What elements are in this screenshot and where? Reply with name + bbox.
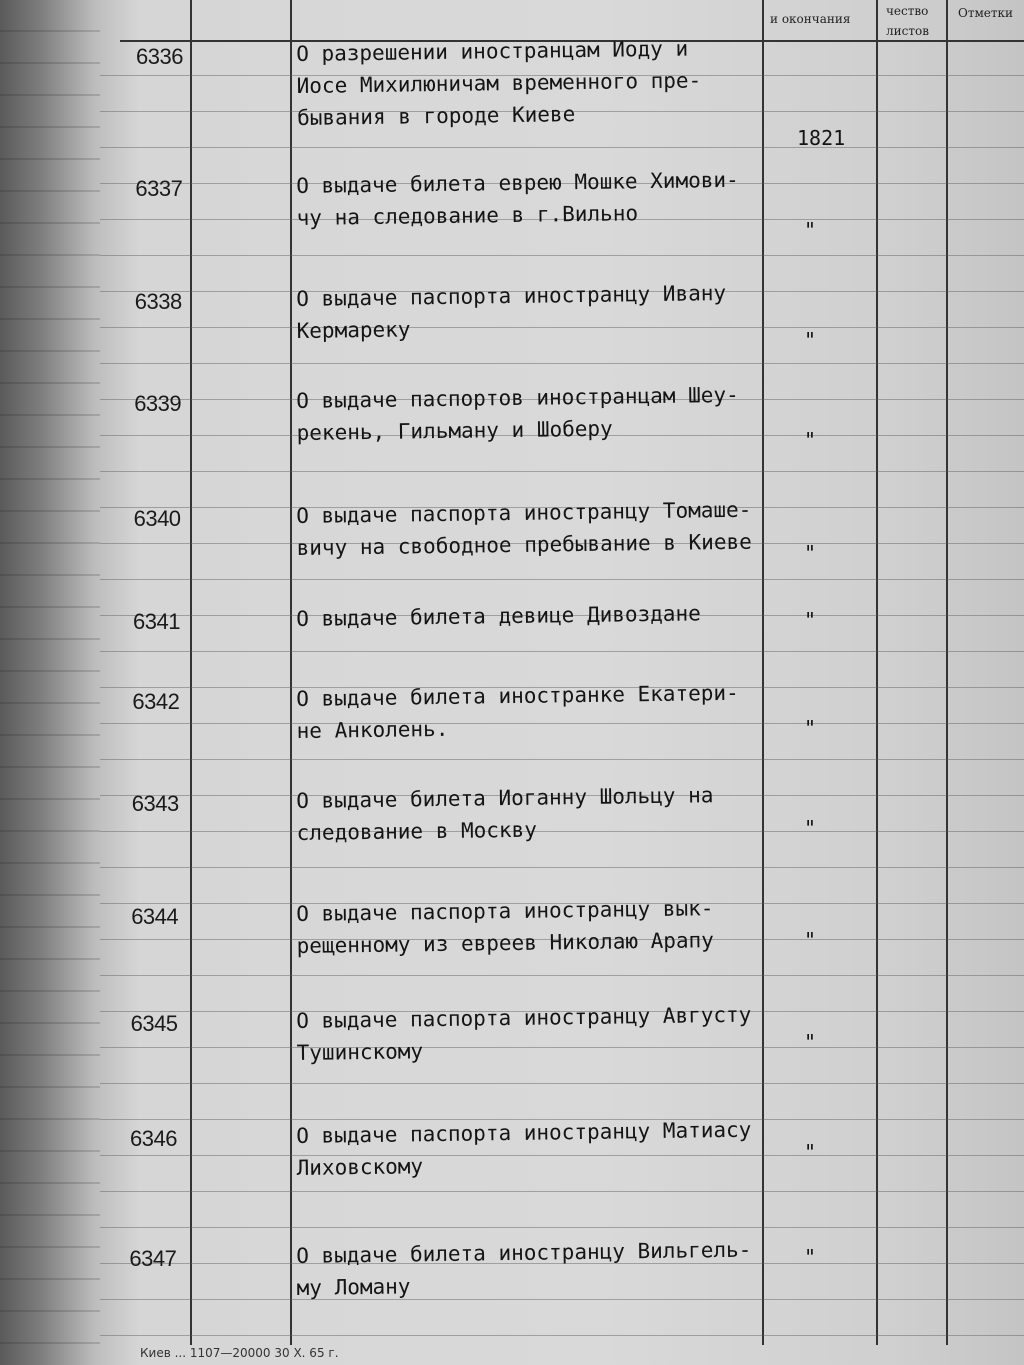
ruled-line	[100, 651, 1024, 652]
description-line: рещенному из евреев Николаю Арапу	[296, 928, 715, 958]
ruled-line	[100, 1335, 1024, 1336]
ruled-line	[100, 1083, 1024, 1084]
header-notes: Отметки	[958, 6, 1014, 20]
ditto-mark: "	[804, 608, 817, 632]
ruled-line	[100, 363, 1024, 364]
ruled-line	[100, 579, 1024, 580]
entry-description	[296, 1234, 752, 1304]
description-line: рекень, Гильману и Шоберу	[296, 416, 613, 445]
description-line: бывания в городе Киеве	[296, 102, 576, 130]
entry-number: 6341	[133, 609, 180, 634]
description-line: О выдаче паспортов иностранцам Шеу-	[296, 382, 739, 413]
entry-description	[296, 999, 752, 1069]
description-line: О выдаче паспорта иностранцу Матиасу	[296, 1117, 752, 1148]
entry-description	[296, 32, 702, 134]
ditto-mark: "	[804, 1140, 817, 1164]
description-line: вичу на свободное пребывание в Киеве	[296, 529, 752, 560]
ditto-mark: "	[804, 928, 817, 952]
entry-number: 6338	[134, 289, 182, 314]
description-line: О выдаче билета еврею Мошке Химови-	[296, 167, 739, 198]
ditto-mark: "	[804, 816, 817, 840]
ruled-line	[100, 471, 1024, 472]
description-line: О выдаче паспорта иностранцу Августу	[296, 1002, 752, 1033]
entry-description	[296, 677, 739, 747]
description-line: не Анколень.	[296, 716, 449, 743]
entry-number: 6337	[135, 176, 183, 201]
entry-description	[296, 779, 714, 849]
ruled-line	[100, 975, 1024, 976]
ditto-mark: "	[804, 716, 817, 740]
col-divider-5	[946, 0, 948, 1345]
header-dates: и окончания	[770, 12, 851, 26]
entry-number: 6346	[130, 1126, 177, 1151]
entry-number: 6336	[136, 44, 183, 69]
description-line: следование в Москву	[296, 817, 538, 845]
ruled-line	[100, 759, 1024, 760]
description-line: чу на следование в г.Вильно	[296, 201, 639, 230]
description-line: О выдаче билета девице Дивоздане	[296, 601, 701, 631]
ditto-mark: "	[804, 1245, 817, 1269]
entry-description	[296, 164, 739, 234]
entry-description	[296, 494, 752, 564]
entry-year: 1821	[797, 126, 846, 150]
ruled-line	[100, 255, 1024, 256]
description-line: му Ломану	[296, 1274, 411, 1300]
ruled-line	[100, 1227, 1024, 1228]
description-line: О выдаче паспорта иностранцу Ивану	[296, 280, 727, 311]
entry-number: 6340	[133, 506, 181, 531]
entry-description	[296, 1114, 752, 1184]
binding-edge	[0, 0, 100, 1365]
entry-number: 6339	[134, 391, 182, 416]
entry-description	[296, 379, 739, 449]
col-divider-4	[876, 0, 878, 1345]
ruled-line	[100, 147, 1024, 148]
ruled-line	[100, 1191, 1024, 1192]
description-line: О выдаче билета иностранке Екатери-	[296, 680, 739, 711]
description-line: О выдаче билета Иоганну Шольцу на	[296, 783, 714, 813]
entry-number: 6345	[130, 1011, 178, 1036]
entry-number: 6342	[132, 689, 180, 714]
col-divider-2	[290, 0, 292, 1345]
ruled-line	[100, 867, 1024, 868]
col-divider-1	[190, 0, 192, 1345]
entry-description	[296, 597, 701, 635]
description-line: О выдаче паспорта иностранцу Томаше-	[296, 497, 752, 528]
description-line: О выдаче билета иностранцу Вильгель-	[296, 1237, 752, 1268]
entry-number: 6347	[129, 1246, 177, 1271]
print-footer: Киев ... 1107—20000 30 X. 65 г.	[140, 1346, 339, 1360]
entry-description	[296, 277, 727, 347]
entry-number: 6344	[131, 904, 179, 929]
col-divider-3	[762, 0, 764, 1345]
description-line: Тушинскому	[296, 1039, 424, 1065]
description-line: О выдаче паспорта иностранцу вык-	[296, 896, 714, 926]
ditto-mark: "	[804, 1030, 817, 1054]
ditto-mark: "	[804, 428, 817, 452]
entry-description	[296, 892, 714, 962]
description-line: Кермареку	[296, 317, 411, 343]
header-count-bottom: листов	[886, 24, 929, 38]
description-line: О разрешении иностранцам Иоду и	[296, 36, 689, 66]
header-count-top: чество	[886, 4, 929, 18]
ditto-mark: "	[804, 218, 817, 242]
description-line: Иосе Михилюничам временного пре-	[296, 68, 702, 98]
ditto-mark: "	[804, 328, 817, 352]
entry-number: 6343	[131, 791, 179, 816]
ditto-mark: "	[804, 541, 817, 565]
description-line: Лиховскому	[296, 1154, 424, 1180]
